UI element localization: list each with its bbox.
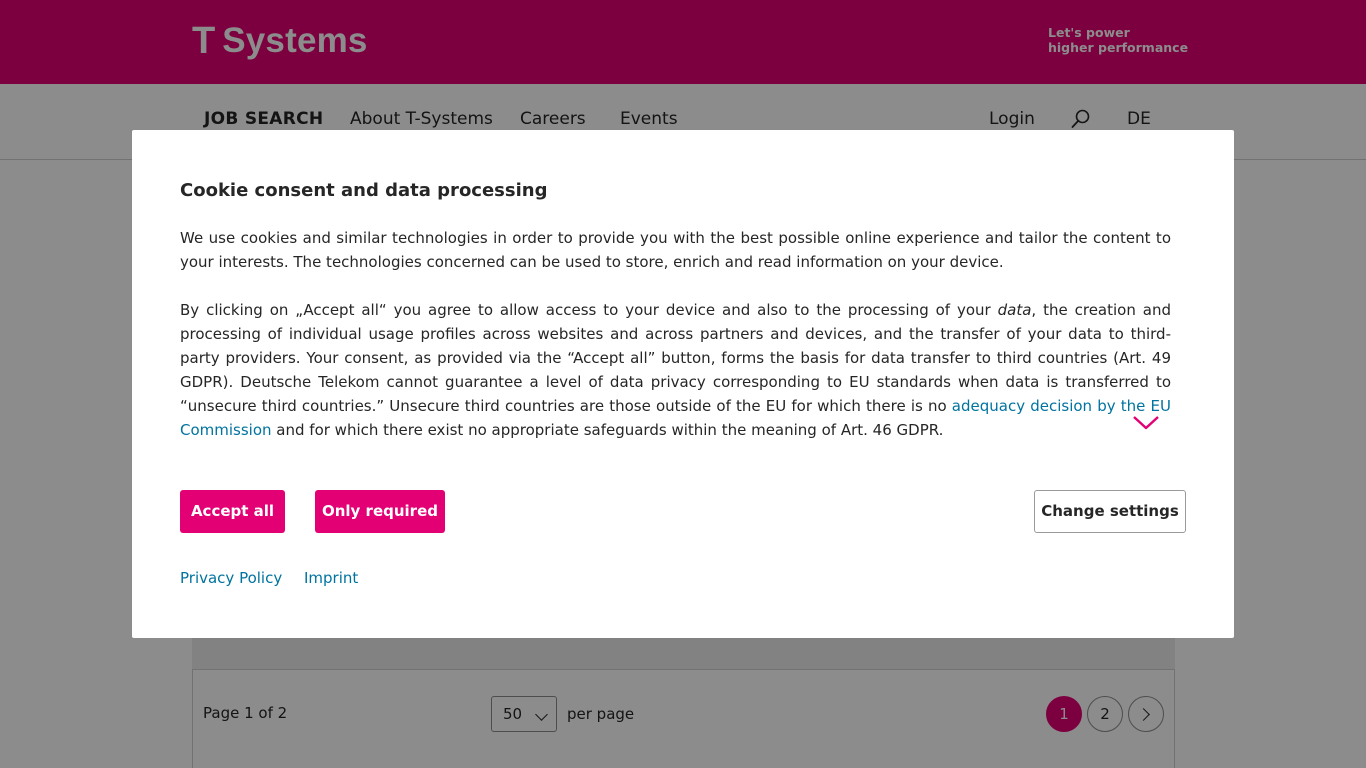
per-page-value: 50 (503, 705, 523, 723)
page-indicator: Page 1 of 2 (203, 704, 288, 722)
tagline-line-2: higher performance (1048, 40, 1189, 55)
consent-text-part-b: , the creation and processing of individual usage profiles across websites and across partners and devices, and the transfer of your data to third-party providers. Your consent, as provided via the “Accept all” button, forms the basis for data transfer to third countries (Art. 49 GDPR). Deutsche Telekom cannot guarantee a level of data privacy corresponding to EU standards when data is transferred to “unsecure third countries.” Unsecure third countries are those outside of the EU for which there is no (180, 301, 1171, 415)
nav-item-careers[interactable]: Careers (520, 109, 586, 129)
per-page-label: per page (567, 705, 635, 723)
page-button-1[interactable]: 1 (1046, 696, 1082, 732)
privacy-policy-link[interactable]: Privacy Policy (180, 569, 283, 587)
nav-login-link[interactable]: Login (989, 109, 1035, 129)
nav-item-job-search[interactable]: JOB SEARCH (204, 109, 324, 129)
consent-text-emphasis: data (997, 301, 1032, 319)
change-settings-button[interactable]: Change settings (1034, 490, 1186, 533)
language-switch[interactable]: DE (1127, 109, 1151, 129)
only-required-button[interactable]: Only required (315, 490, 445, 533)
accept-all-button[interactable]: Accept all (180, 490, 285, 533)
imprint-link[interactable]: Imprint (304, 569, 359, 587)
consent-text-part-a: By clicking on „Accept all“ you agree to allow access to your device and also to the processing of your (180, 301, 998, 319)
consent-text-part-c: and for which there exist no appropriate safeguards within the meaning of Art. 46 GDPR. (271, 421, 944, 439)
page-button-2[interactable]: 2 (1087, 696, 1123, 732)
logo-t-mark: T (192, 20, 215, 62)
chevron-down-icon[interactable] (1132, 415, 1160, 431)
cookie-dialog-title: Cookie consent and data processing (180, 180, 548, 201)
cookie-consent-dialog (132, 130, 1234, 638)
adequacy-decision-link[interactable]: adequacy decision by the EU Commission (180, 397, 1171, 439)
logo-wordmark: Systems (222, 21, 368, 60)
cookie-consent-text (180, 298, 1171, 442)
nav-item-events[interactable]: Events (620, 109, 678, 129)
nav-item-about[interactable]: About T-Systems (350, 109, 493, 129)
tagline-line-1: Let's power (1048, 25, 1130, 40)
cookie-intro-text: We use cookies and similar technologies in order to provide you with the best possible online experience and tailor the content to your interests. The technologies concerned can be used to store, enrich and read information on your device. (180, 229, 1171, 271)
